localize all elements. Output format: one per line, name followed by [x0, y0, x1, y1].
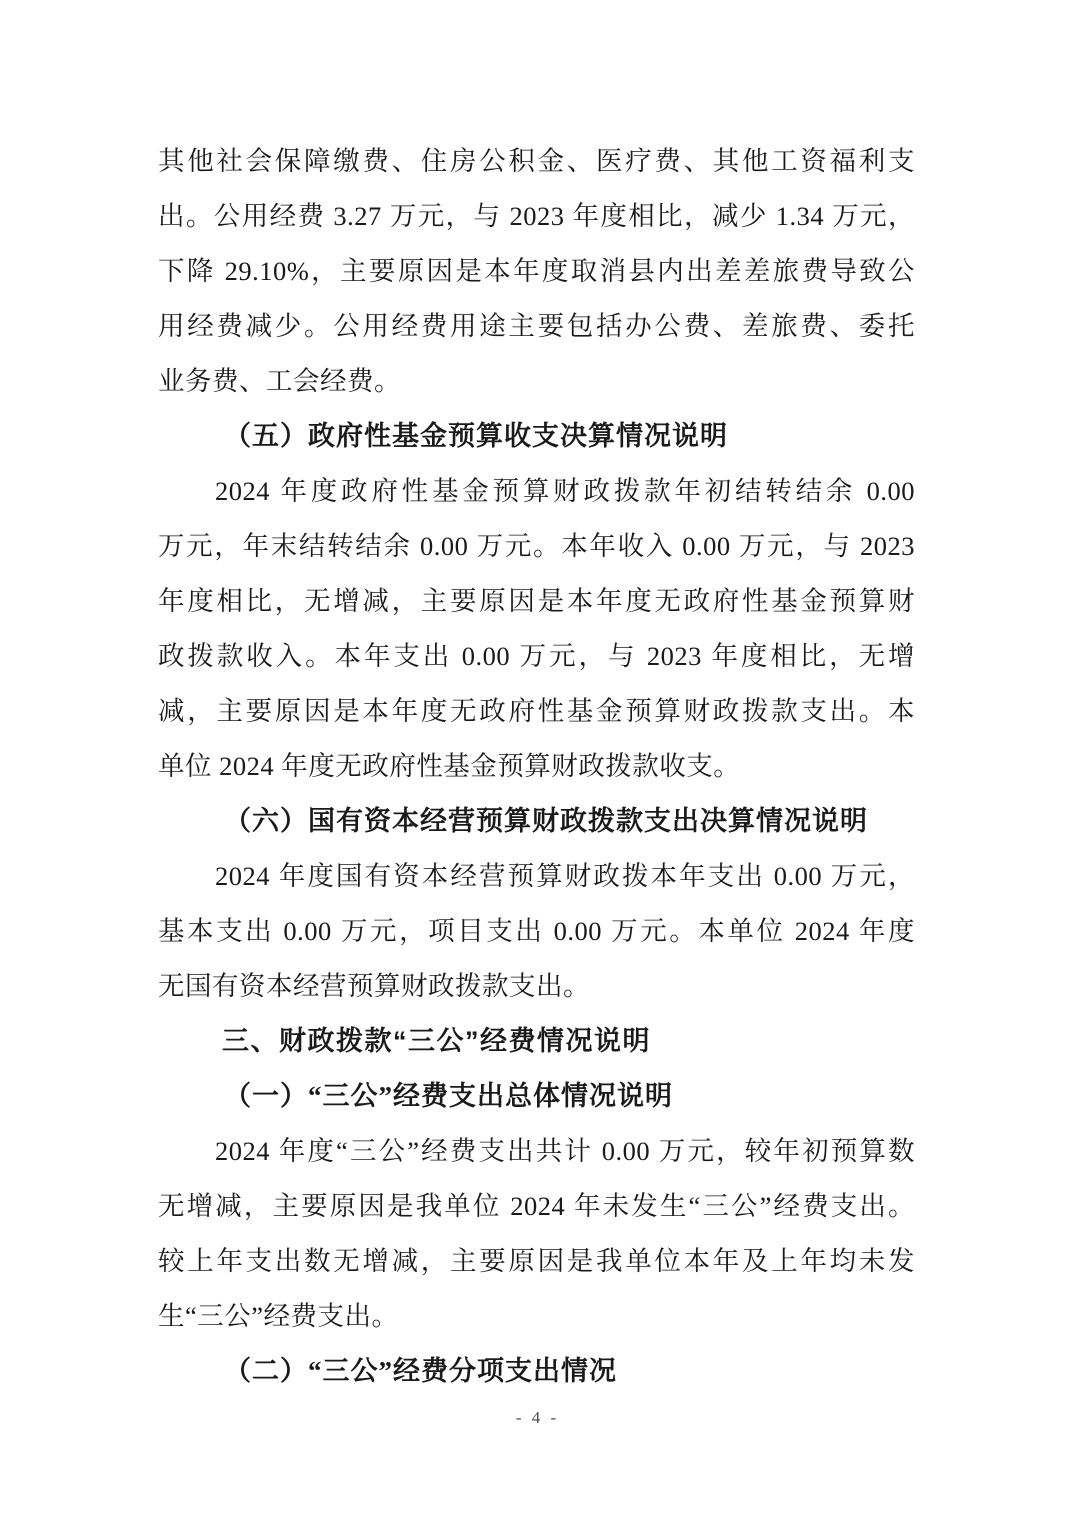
body-text-line: 2024 年度“三公”经费支出共计 0.00 万元，较年初预算数	[215, 1136, 915, 1166]
body-text-line: 下降 29.10%，主要原因是本年度取消县内出差差旅费导致公	[158, 256, 915, 286]
heading-section-6: （六）国有资本经营预算财政拨款支出决算情况说明	[224, 806, 868, 836]
body-text-line: 生“三公”经费支出。	[158, 1301, 399, 1331]
heading-subsection-2: （二）“三公”经费分项支出情况	[224, 1356, 617, 1386]
body-text-line: 单位 2024 年度无政府性基金预算财政拨款收支。	[158, 751, 741, 781]
body-text-line: 年度相比，无增减，主要原因是本年度无政府性基金预算财	[158, 586, 915, 616]
body-text-line: 万元，年末结转结余 0.00 万元。本年收入 0.00 万元，与 2023	[158, 531, 915, 561]
body-text-line: 较上年支出数无增减，主要原因是我单位本年及上年均未发	[158, 1246, 915, 1276]
page-number: - 4 -	[515, 1408, 560, 1427]
heading-subsection-1: （一）“三公”经费支出总体情况说明	[224, 1081, 673, 1111]
body-text-line: 2024 年度政府性基金预算财政拨款年初结转结余 0.00	[215, 476, 915, 506]
body-text-line: 基本支出 0.00 万元，项目支出 0.00 万元。本单位 2024 年度	[158, 916, 915, 946]
body-text-line: 出。公用经费 3.27 万元，与 2023 年度相比，减少 1.34 万元，	[158, 201, 915, 231]
body-text-line: 业务费、工会经费。	[158, 366, 401, 396]
heading-section-5: （五）政府性基金预算收支决算情况说明	[224, 421, 728, 451]
body-text-line: 无增减，主要原因是我单位 2024 年未发生“三公”经费支出。	[158, 1191, 915, 1221]
body-text-line: 减，主要原因是本年度无政府性基金预算财政拨款支出。本	[158, 696, 915, 726]
body-text-line: 2024 年度国有资本经营预算财政拨本年支出 0.00 万元，	[215, 861, 915, 891]
body-text-line: 无国有资本经营预算财政拨款支出。	[158, 971, 590, 1001]
body-text-line: 政拨款收入。本年支出 0.00 万元，与 2023 年度相比，无增	[158, 641, 915, 671]
body-text-line: 用经费减少。公用经费用途主要包括办公费、差旅费、委托	[158, 311, 915, 341]
body-text-line: 其他社会保障缴费、住房公积金、医疗费、其他工资福利支	[158, 146, 915, 176]
heading-chapter-3: 三、财政拨款“三公”经费情况说明	[222, 1026, 651, 1056]
page-body-text	[158, 134, 915, 1399]
